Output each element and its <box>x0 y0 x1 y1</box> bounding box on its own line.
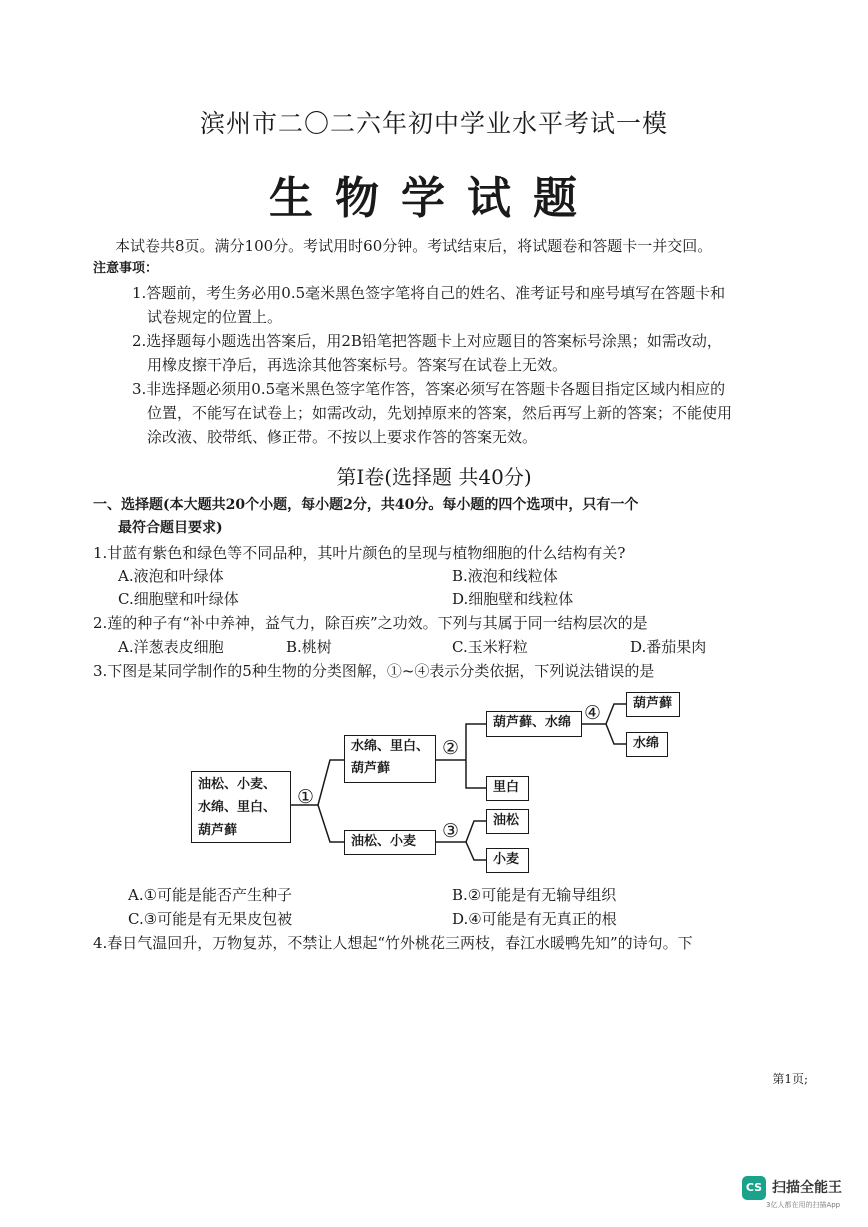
diagram-group-a1-box: 葫芦藓、水绵 <box>486 711 582 737</box>
exam-title: 滨州市二〇二六年初中学业水平考试一模 <box>199 109 668 138</box>
diagram-group-a-line-2: 葫芦藓 <box>351 761 391 776</box>
question-1-option-c: C.细胞壁和叶绿体 <box>118 590 239 608</box>
question-2-option-c: C.玉米籽粒 <box>452 638 528 656</box>
notice-item-1-line-2: 试卷规定的位置上。 <box>147 308 283 326</box>
scanner-watermark-name: 扫描全能王 <box>772 1180 842 1196</box>
question-2-option-b: B.桃树 <box>286 638 332 656</box>
question-1-option-d: D.细胞壁和线粒体 <box>452 590 574 608</box>
diagram-root-line-3: 葫芦藓 <box>198 823 238 838</box>
notice-item-3-line-3: 涂改液、胶带纸、修正带。不按以上要求作答的答案无效。 <box>147 428 538 446</box>
notice-item-3-line-1: 3.非选择题必须用0.5毫米黑色签字笔作答，答案必须写在答题卡各题目指定区域内相应的 <box>132 380 726 398</box>
question-3-option-b: B.②可能是有无输导组织 <box>452 886 617 904</box>
question-1-option-a: A.液泡和叶绿体 <box>118 567 224 585</box>
page-number: 第1页; <box>772 1072 808 1086</box>
diagram-libai-box: 里白 <box>486 776 529 801</box>
part-title: 第Ⅰ卷(选择题 共40分) <box>336 465 532 489</box>
diagram-group-b-box: 油松、小麦 <box>344 830 436 855</box>
question-2-stem: 2.莲的种子有“补中养神，益气力，除百疾”之功效。下列与其属于同一结构层次的是 <box>93 614 648 632</box>
diagram-yousong-box: 油松 <box>486 809 529 834</box>
question-3-option-c: C.③可能是有无果皮包被 <box>128 910 293 928</box>
diagram-group-a-box <box>344 735 436 783</box>
scanner-logo-icon: CS <box>742 1176 766 1200</box>
question-3-option-a: A.①可能是能否产生种子 <box>128 886 293 904</box>
notice-item-2-line-1: 2.选择题每小题选出答案后，用2B铅笔把答题卡上对应题目的答案标号涂黑；如需改动， <box>132 332 722 350</box>
diagram-root-line-1: 油松、小麦、 <box>198 777 277 792</box>
diagram-marker-4: ④ <box>584 702 602 724</box>
diagram-xiaomai-box: 小麦 <box>486 848 529 873</box>
question-3-stem: 3.下图是某同学制作的5种生物的分类图解，①~④表示分类依据，下列说法错误的是 <box>93 662 655 680</box>
section-heading: 一、选择题(本大题共20个小题，每小题2分，共40分。每小题的四个选项中，只有一个 <box>93 497 639 513</box>
notice-item-1-line-1: 1.答题前，考生务必用0.5毫米黑色签字笔将自己的姓名、准考证号和座号填写在答题卡和 <box>132 284 726 302</box>
question-1-option-b: B.液泡和线粒体 <box>452 567 558 585</box>
diagram-marker-1: ① <box>297 786 315 808</box>
section-heading-continued: 最符合题目要求) <box>118 520 223 536</box>
diagram-hulu-box: 葫芦藓 <box>626 692 680 717</box>
question-2-option-d: D.番茄果肉 <box>630 638 707 656</box>
scanner-watermark-slogan: 3亿人都在用的扫描App <box>766 1201 841 1209</box>
diagram-marker-3: ③ <box>442 820 460 842</box>
notice-heading: 注意事项： <box>93 261 159 276</box>
question-2-option-a: A.洋葱表皮细胞 <box>118 638 224 656</box>
diagram-root-box <box>191 771 291 843</box>
question-4-stem: 4.春日气温回升，万物复苏，不禁让人想起“竹外桃花三两枝，春江水暖鸭先知”的诗句。下 <box>93 934 693 952</box>
notice-item-2-line-2: 用橡皮擦干净后，再选涂其他答案标号。答案写在试卷上无效。 <box>147 356 568 374</box>
notice-item-3-line-2: 位置，不能写在试卷上；如需改动，先划掉原来的答案，然后再写上新的答案；不能使用 <box>147 404 733 422</box>
diagram-marker-2: ② <box>442 737 460 759</box>
diagram-group-a-line-1: 水绵、里白、 <box>351 739 430 754</box>
question-1-stem: 1.甘蓝有紫色和绿色等不同品种，其叶片颜色的呈现与植物细胞的什么结构有关? <box>93 544 626 562</box>
question-3-option-d: D.④可能是有无真正的根 <box>452 910 617 928</box>
diagram-shuimian-box: 水绵 <box>626 732 668 757</box>
diagram-root-line-2: 水绵、里白、 <box>198 800 277 815</box>
subject-title: 生物学试题 <box>269 173 599 224</box>
intro-text: 本试卷共8页。满分100分。考试用时60分钟。考试结束后，将试题卷和答题卡一并交回。 <box>115 237 713 255</box>
